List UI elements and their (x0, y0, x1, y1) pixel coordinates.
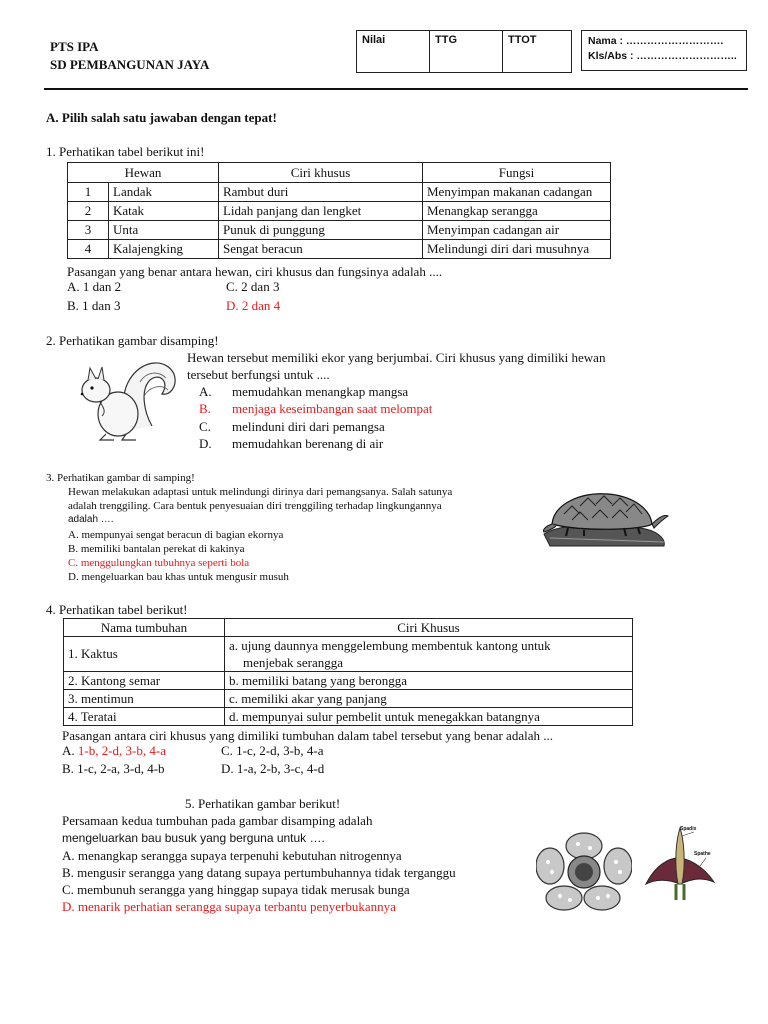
q4-option-a-answer[interactable]: A. 1-b, 2-d, 3-b, 4-a (62, 743, 166, 758)
table-row: 3. mentimun c. memiliki akar yang panjang (64, 690, 633, 708)
score-box-ttg: TTG (430, 31, 503, 73)
q4-header-ciri: Ciri Khusus (225, 619, 633, 637)
squirrel-image (70, 352, 180, 444)
title-line-1: PTS IPA (50, 39, 99, 54)
table-row: 4 Kalajengking Sengat beracun Melindungi diri dari musuhnya (68, 240, 611, 259)
score-box-ttot: TTOT (503, 31, 572, 73)
section-a-heading: A. Pilih salah satu jawaban dengan tepat! (46, 110, 277, 125)
student-info-box (581, 30, 747, 71)
q1-header-hewan: Hewan (68, 163, 219, 183)
q1-option-b[interactable]: B. 1 dan 3 (67, 298, 121, 313)
q1-option-c[interactable]: C. 2 dan 3 (226, 279, 280, 294)
header-divider (44, 88, 748, 90)
q3-text-line-2: adalah trenggiling. Cara bentuk penyesuaian diri trenggiling terhadap lingkungannya (68, 500, 442, 512)
q4-option-b[interactable]: B. 1-c, 2-a, 3-d, 4-b (62, 761, 165, 776)
spathe-label: Spathe (694, 851, 711, 857)
q1-header-ciri: Ciri khusus (218, 163, 422, 183)
q4-option-c[interactable]: C. 1-c, 2-d, 3-b, 4-a (221, 743, 324, 758)
q5-prompt: 5. Perhatikan gambar berikut! (185, 796, 341, 811)
q2-prompt: 2. Perhatikan gambar disamping! (46, 333, 219, 348)
q1-option-a[interactable]: A. 1 dan 2 (67, 279, 122, 294)
title-line-2: SD PEMBANGUNAN JAYA (50, 57, 210, 72)
q3-option-c-answer[interactable]: C. menggulungkan tubuhnya seperti bola (68, 557, 250, 569)
q5-option-d-answer[interactable]: D. menarik perhatian serangga supaya terbantu penyerbukannya (62, 899, 396, 914)
table-row: 1. Kaktus a. ujung daunnya menggelembung membentuk kantong untuk menjebak serangga (64, 637, 633, 672)
q2-option-a[interactable]: A. memudahkan menangkap mangsa (199, 384, 409, 399)
q5-text-line-1: Persamaan kedua tumbuhan pada gambar disamping adalah (62, 813, 373, 828)
q3-option-d[interactable]: D. mengeluarkan bau khas untuk mengusir musuh (68, 571, 289, 583)
q4-header-tumbuhan: Nama tumbuhan (64, 619, 225, 637)
q1-header-fungsi: Fungsi (422, 163, 610, 183)
table-row: 2 Katak Lidah panjang dan lengket Menangkap serangga (68, 202, 611, 221)
q1-option-d-answer[interactable]: D. 2 dan 4 (226, 298, 281, 313)
q4-option-d[interactable]: D. 1-a, 2-b, 3-c, 4-d (221, 761, 325, 776)
q4-prompt: 4. Perhatikan tabel berikut! (46, 602, 188, 617)
name-field: Nama : ………………………. (588, 35, 724, 47)
table-row: 4. Teratai d. mempunyai sulur pembelit untuk menegakkan batangnya (64, 708, 633, 726)
spadix-label: Spadix (680, 826, 697, 832)
school-title (50, 38, 209, 74)
table-row: 2. Kantong semar b. memiliki batang yang berongga (64, 672, 633, 690)
table-row: 3 Unta Punuk di punggung Menyimpan cadangan air (68, 221, 611, 240)
q5-option-c[interactable]: C. membunuh serangga yang hinggap supaya tidak merusak bunga (62, 882, 410, 897)
pangolin-image (540, 484, 670, 550)
q2-option-d[interactable]: D. memudahkan berenang di air (199, 436, 384, 451)
q5-option-b[interactable]: B. mengusir serangga yang datang supaya pertumbuhannya tidak terganggu (62, 865, 456, 880)
q1-table (67, 162, 611, 259)
q2-option-b-answer[interactable]: B. menjaga keseimbangan saat melompat (199, 401, 433, 416)
table-row: 1 Landak Rambut duri Menyimpan makanan cadangan (68, 183, 611, 202)
score-box-nilai: Nilai (357, 31, 430, 73)
q2-option-c[interactable]: C. melinduni diri dari pemangsa (199, 419, 385, 434)
q2-text-line-2: tersebut berfungsi untuk .... (187, 367, 330, 382)
q3-text-line-3: adalah …. (68, 514, 114, 525)
q3-option-b[interactable]: B. memiliki bantalan perekat di kakinya (68, 543, 245, 555)
q5-option-a[interactable]: A. menangkap serangga supaya terpenuhi kebutuhan nitrogennya (62, 848, 402, 863)
score-boxes (356, 30, 572, 73)
q4-question: Pasangan antara ciri khusus yang dimiliki tumbuhan dalam tabel tersebut yang benar adalah ... (62, 728, 553, 743)
q3-prompt: 3. Perhatikan gambar di samping! (46, 472, 195, 484)
q4-table (63, 618, 633, 726)
titan-arum-image (640, 824, 720, 900)
rafflesia-image (536, 832, 632, 912)
q3-text-line-1: Hewan melakukan adaptasi untuk melindungi dirinya dari pemangsanya. Salah satunya (68, 486, 453, 498)
q3-option-a[interactable]: A. mempunyai sengat beracun di bagian ekornya (68, 529, 284, 541)
q2-text-line-1: Hewan tersebut memiliki ekor yang berjumbai. Ciri khusus yang dimiliki hewan (187, 350, 606, 365)
q5-text-line-2: mengeluarkan bau busuk yang berguna untuk …. (62, 831, 325, 845)
class-field: Kls/Abs : ……………………….. (588, 50, 737, 62)
q1-prompt: 1. Perhatikan tabel berikut ini! (46, 144, 205, 159)
q1-question: Pasangan yang benar antara hewan, ciri khusus dan fungsinya adalah .... (67, 264, 443, 279)
